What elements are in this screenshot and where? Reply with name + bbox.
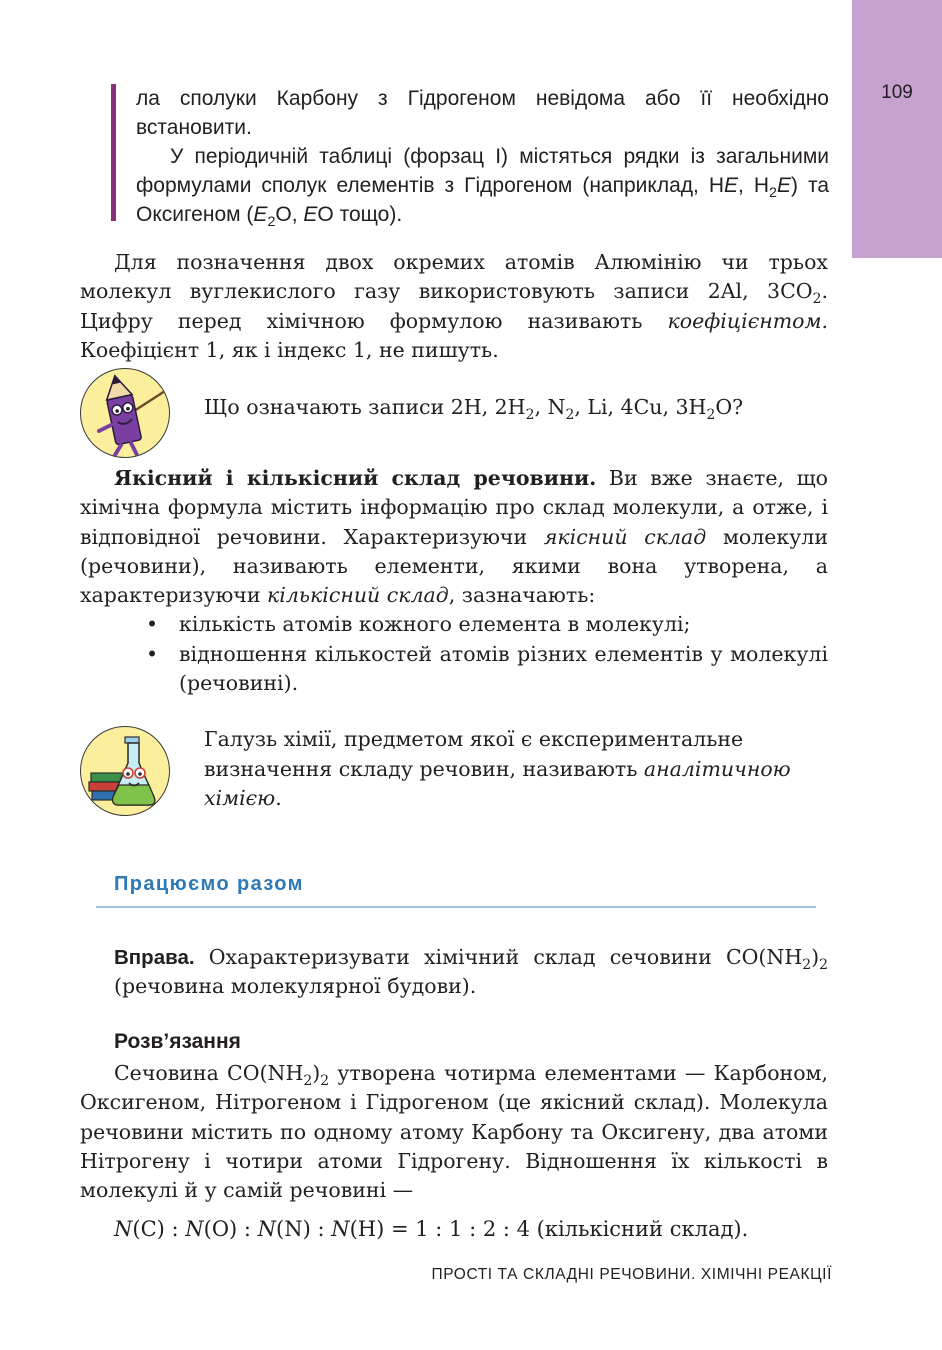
- composition-formula: N(C) : N(O) : N(N) : N(H) = 1 : 1 : 2 : 4 (кількісний склад).: [114, 1217, 749, 1241]
- composition-title: Якісний і кількісний склад речовини.: [114, 466, 597, 490]
- section-divider: [96, 906, 816, 908]
- pencil-character-icon: [80, 368, 170, 458]
- page-tab: [852, 0, 942, 258]
- note-line-1: ла сполуки Карбону з Гідрогеном невідома або її необхідно встановити.: [136, 87, 829, 139]
- list-item: • кількість атомів кожного елемента в молекулі;: [80, 610, 828, 639]
- note-paragraph-2: У періодичній таблиці (форзац І) містяться рядки із загальними формулами сполук елементів з Гідрогеном (наприклад, НE, $H_2E$) та Оксигеном ($E_2O$, EO тощо).: [136, 145, 830, 231]
- fact-text: Галузь хімії, предметом якої є експериментальне визначення складу речовин, називають аналітичною хімією.: [204, 727, 791, 810]
- composition-list: [80, 610, 828, 698]
- page-number: 109: [881, 82, 913, 103]
- section-heading: Працюємо разом: [114, 873, 304, 895]
- coefficient-paragraph: Для позначення двох окремих атомів Алюмінію чи трьох молекул вуглекислого газу використовують записи 2Al, $3CO_2$. Цифру перед хімічною формулою називають коефіцієнтом. Коефіцієнт 1, як і індекс 1, не пишуть.: [80, 250, 828, 362]
- list-item: • відношення кількостей атомів різних елементів у молекулі (речовині).: [80, 640, 828, 699]
- exercise-label: Вправа.: [114, 946, 195, 969]
- exercise-paragraph: Вправа. Охарактеризувати хімічний склад сечовини $CO(NH_2)_2$ (речовина молекулярної будови).: [114, 945, 828, 999]
- note-box: [111, 84, 830, 231]
- composition-paragraph: Якісний і кількісний склад речовини. Ви вже знаєте, що хімічна формула містить інформацію про склад молекули, а отже, і відповідної речовини. Характеризуючи якісний склад молекули (речовини), називають елементи, якими вона утворена, а характеризуючи кількісний склад, зазначають: • кількість атомів кожного елемента в молекулі; • відношення кількостей атомів різних елементів у молекулі (речовині).: [80, 464, 828, 698]
- solution-title: Розв’язання: [114, 1030, 241, 1053]
- flask-books-icon: [80, 726, 170, 816]
- running-footer: ПРОСТІ ТА СКЛАДНІ РЕЧОВИНИ. ХІМІЧНІ РЕАКЦІЇ: [431, 1266, 832, 1283]
- question-text: Що означають записи 2H, $2H_2$, $N_2$, Li, 4Cu, $3H_2O$?: [204, 395, 744, 424]
- solution-paragraph: Сечовина $CO(NH_2)_2$ утворена чотирма елементами — Карбоном, Оксигеном, Нітрогеном і Гідрогеном (це якісний склад). Молекула речовини містить по одному атому Карбону та Оксигену, два атоми Нітрогену і чотири атоми Гідрогену. Відношення їх кількості в молекулі й у самій речовині —: [80, 1061, 829, 1203]
